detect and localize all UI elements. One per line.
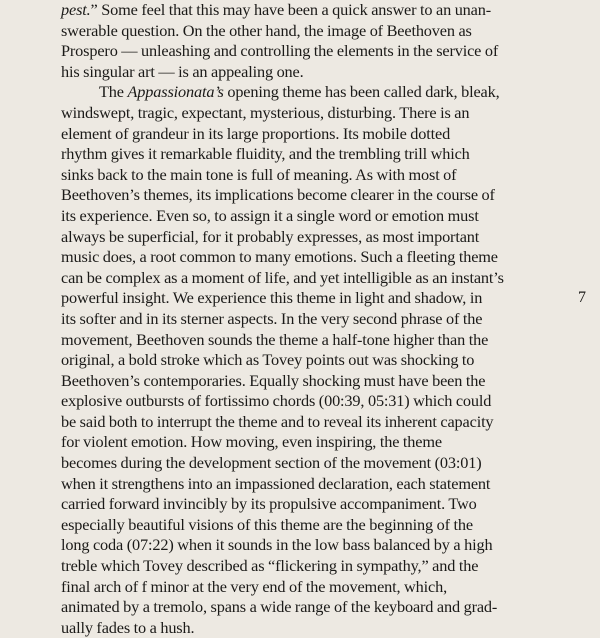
text-line: final arch of f minor at the very end of the movement, which, [61, 576, 448, 596]
text-line: ually fades to a hush. [61, 617, 195, 637]
work-title: Appassionata’s [127, 82, 224, 102]
text-line: rhythm gives it remarkable fluidity, and the trembling trill which [61, 144, 470, 164]
page-number: 7 [578, 289, 586, 306]
paragraph-start-line: The Appassionata’s opening theme has been called dark, bleak, [99, 82, 500, 102]
text-line: pest.” Some feel that this may have been a quick answer to an unan- [61, 0, 492, 19]
text-line: his singular art — is an appealing one. [61, 61, 304, 81]
text-line: swerable question. On the other hand, the image of Beethoven as [61, 20, 472, 40]
body-text [61, 0, 531, 638]
text-line: movement, Beethoven sounds the theme a half-tone higher than the [61, 329, 489, 349]
text-line: explosive outbursts of fortissimo chords (00:39, 05:31) which could [61, 391, 492, 411]
text-line: can be complex as a moment of life, and yet intelligible as an instant’s [61, 267, 504, 287]
text-line: always be superficial, for it probably expresses, as most important [61, 226, 480, 246]
text-line: windswept, tragic, expectant, mysterious, disturbing. There is an [61, 102, 470, 122]
text-line: Prospero — unleashing and controlling the elements in the service of [61, 41, 499, 61]
text-line: especially beautiful visions of this theme are the beginning of the [61, 514, 473, 534]
text-line: carried forward invincibly by its propulsive accompaniment. Two [61, 494, 477, 514]
text-line: Beethoven’s themes, its implications become clearer in the course of [61, 185, 495, 205]
text-line: sinks back to the main tone is full of meaning. As with most of [61, 164, 457, 184]
text-line: treble which Tovey described as “flickering in sympathy,” and the [61, 556, 479, 576]
text-line: element of grandeur in its large proportions. Its mobile dotted [61, 123, 451, 143]
text-line: original, a bold stroke which as Tovey points out was shocking to [61, 350, 475, 370]
text-line: powerful insight. We experience this theme in light and shadow, in [61, 288, 483, 308]
text-line: be said both to interrupt the theme and to reveal its inherent capacity [61, 411, 494, 431]
text-line: its softer and in its sterner aspects. In the very second phrase of the [61, 308, 483, 328]
text-line: for violent emotion. How moving, even inspiring, the theme [61, 432, 442, 452]
text-line: when it strengthens into an impassioned declaration, each statement [61, 473, 491, 493]
text-line: becomes during the development section of the movement (03:01) [61, 453, 482, 473]
text-line: its experience. Even so, to assign it a single word or emotion must [61, 205, 479, 225]
text-line: music does, a root common to many emotions. Such a fleeting theme [61, 247, 498, 267]
text-line: animated by a tremolo, spans a wide range of the keyboard and grad- [61, 597, 498, 617]
text-line: long coda (07:22) when it sounds in the low bass balanced by a high [61, 535, 493, 555]
text-line: Beethoven’s contemporaries. Equally shocking must have been the [61, 370, 486, 390]
